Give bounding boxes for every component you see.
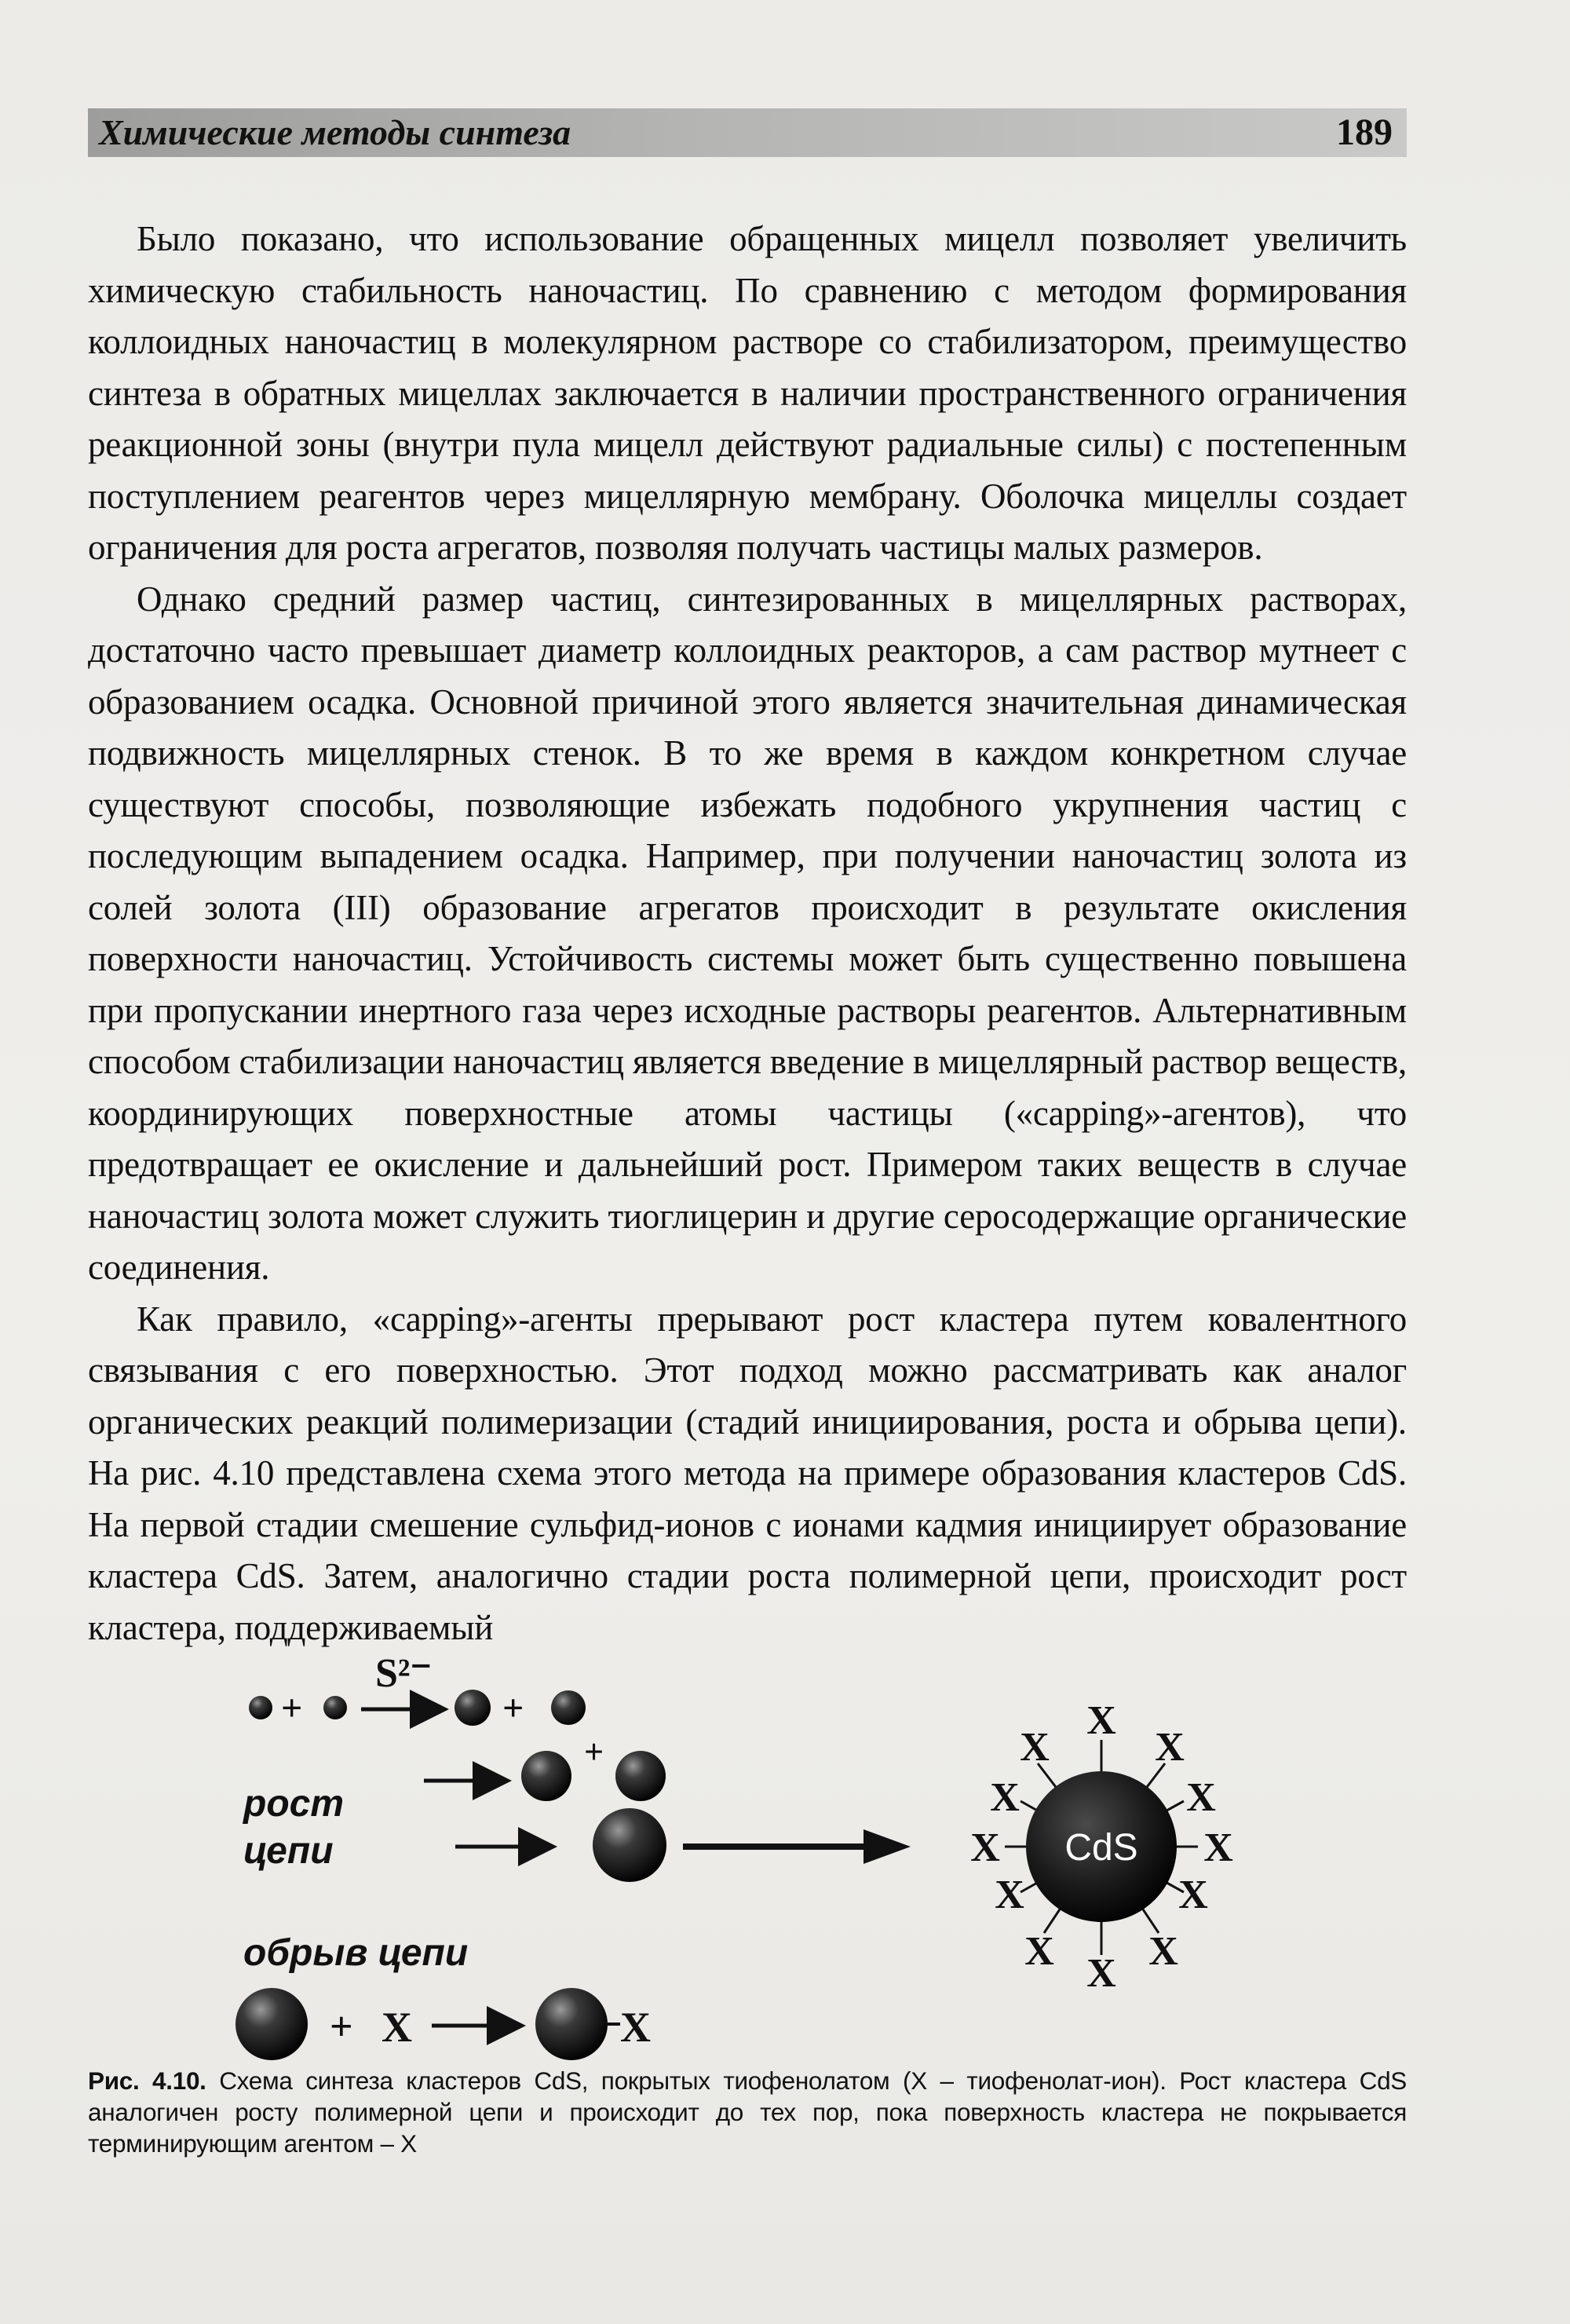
agent-x-4: X bbox=[990, 1775, 1020, 1820]
growing-particle-2 bbox=[615, 1751, 666, 1801]
scheme-diagram bbox=[196, 1641, 1421, 2065]
particle-product-1 bbox=[455, 1690, 491, 1726]
paragraph-2: Однако средний размер частиц, синтезированных в мицеллярных растворах, достаточно часто превышает диаметр коллоидных реакторов, а сам раствор мутнеет с образованием осадка. Основной причиной этого является значительная динамическая подвижность мицеллярных стенок. В то же время в каждом конкретном случае существуют способы, позволяющие избежать подобного укрупнения частиц с последующим выпадением осадка. Например, при получении наночастиц золота из солей золота (III) образование агрегатов происходит в результате окисления поверхности наночастиц. Устойчивость системы может быть существенно повышена при пропускании инертного газа через исходные растворы реагентов. Альтернативным способом стабилизации наночастиц является введение в мицеллярный раствор веществ, координирующих поверхностные атомы частицы («capping»-агентов), что предотвращает ее окисление и дальнейший рост. Примером таких веществ в случае наночастиц золота может служить тиоглицерин и другие серосодержащие органические соединения. bbox=[88, 579, 1407, 1287]
plus-sign-2: + bbox=[502, 1687, 524, 1729]
caption-text: Схема синтеза кластеров CdS, покрытых тиофенолатом (X – тиофенолат-ион). Рост кластера CdS аналогичен росту полимерной цепи и происходит до тех пор, пока поверхность кластера не покрывается терминирующим агентом – X bbox=[88, 2066, 1407, 2158]
particle-product-2 bbox=[551, 1690, 586, 1725]
agent-x-7: X bbox=[1203, 1825, 1233, 1870]
small-particle-2 bbox=[323, 1696, 347, 1719]
agent-x-2: X bbox=[1020, 1725, 1050, 1770]
agent-x-6: X bbox=[970, 1825, 1000, 1870]
cluster-label: CdS bbox=[1064, 1827, 1138, 1869]
plus-sign-4: + bbox=[330, 2004, 353, 2049]
agent-x-8: X bbox=[995, 1873, 1024, 1917]
arrow-to-cluster-head bbox=[864, 1829, 911, 1864]
agent-x-9: X bbox=[1178, 1873, 1208, 1917]
paragraph-1: Было показано, что использование обращенных мицелл позволяет увеличить химическую стабильность наночастиц. По сравнению с методом формирования коллоидных наночастиц в молекулярном растворе со стабилизатором, преимущество синтеза в обратных мицеллах заключается в наличии пространственного ограничения реакционной зоны (внутри пула мицелл действуют радиальные силы) с постепенным поступлением реагентов через мицеллярную мембрану. Оболочка мицеллы создает ограничения для роста агрегатов, позволяя получать частицы малых размеров. bbox=[88, 219, 1407, 567]
page-header bbox=[88, 108, 1407, 157]
agent-x-11: X bbox=[1086, 1951, 1116, 1996]
plus-sign-1: + bbox=[281, 1687, 303, 1729]
running-title: Химические методы синтеза bbox=[99, 112, 571, 152]
terminated-particle bbox=[535, 1988, 608, 2060]
growth-label-line2: цепи bbox=[243, 1830, 334, 1872]
growing-particle-1 bbox=[521, 1751, 571, 1801]
page-number: 189 bbox=[1336, 111, 1393, 153]
figure-cds-synthesis-scheme bbox=[196, 1641, 1421, 2065]
agent-x-reactant: X bbox=[382, 2004, 412, 2051]
capped-cluster bbox=[970, 1698, 1233, 1996]
plus-sign-3: + bbox=[584, 1733, 604, 1771]
termination-label: обрыв цепи bbox=[243, 1932, 469, 1974]
small-particle-1 bbox=[249, 1696, 272, 1719]
agent-x-product: X bbox=[620, 2004, 651, 2051]
sulfide-label: S²⁻ bbox=[375, 1651, 432, 1696]
agent-x-3: X bbox=[1155, 1725, 1185, 1770]
agent-x-1: X bbox=[1086, 1698, 1116, 1743]
body-text bbox=[88, 214, 1407, 1653]
grown-particle bbox=[593, 1808, 666, 1882]
agent-x-5: X bbox=[1186, 1775, 1216, 1820]
figure-caption bbox=[88, 2065, 1407, 2159]
paragraph-3: Как правило, «capping»-агенты прерывают рост кластера путем ковалентного связывания с его поверхностью. Этот подход можно рассматривать как аналог органических реакций полимеризации (стадий инициирования, роста и обрыва цепи). На рис. 4.10 представлена схема этого метода на примере образования кластеров CdS. На первой стадии смешение сульфид-ионов с ионами кадмия инициирует образование кластера CdS. Затем, аналогично стадии роста полимерной цепи, происходит рост кластера, поддерживаемый bbox=[88, 1299, 1407, 1647]
caption-label: Рис. 4.10. bbox=[88, 2066, 206, 2095]
growth-label-line1: рост bbox=[243, 1783, 345, 1825]
agent-x-12: X bbox=[1148, 1929, 1178, 1974]
agent-x-10: X bbox=[1024, 1929, 1054, 1974]
termination-particle bbox=[236, 1988, 308, 2060]
